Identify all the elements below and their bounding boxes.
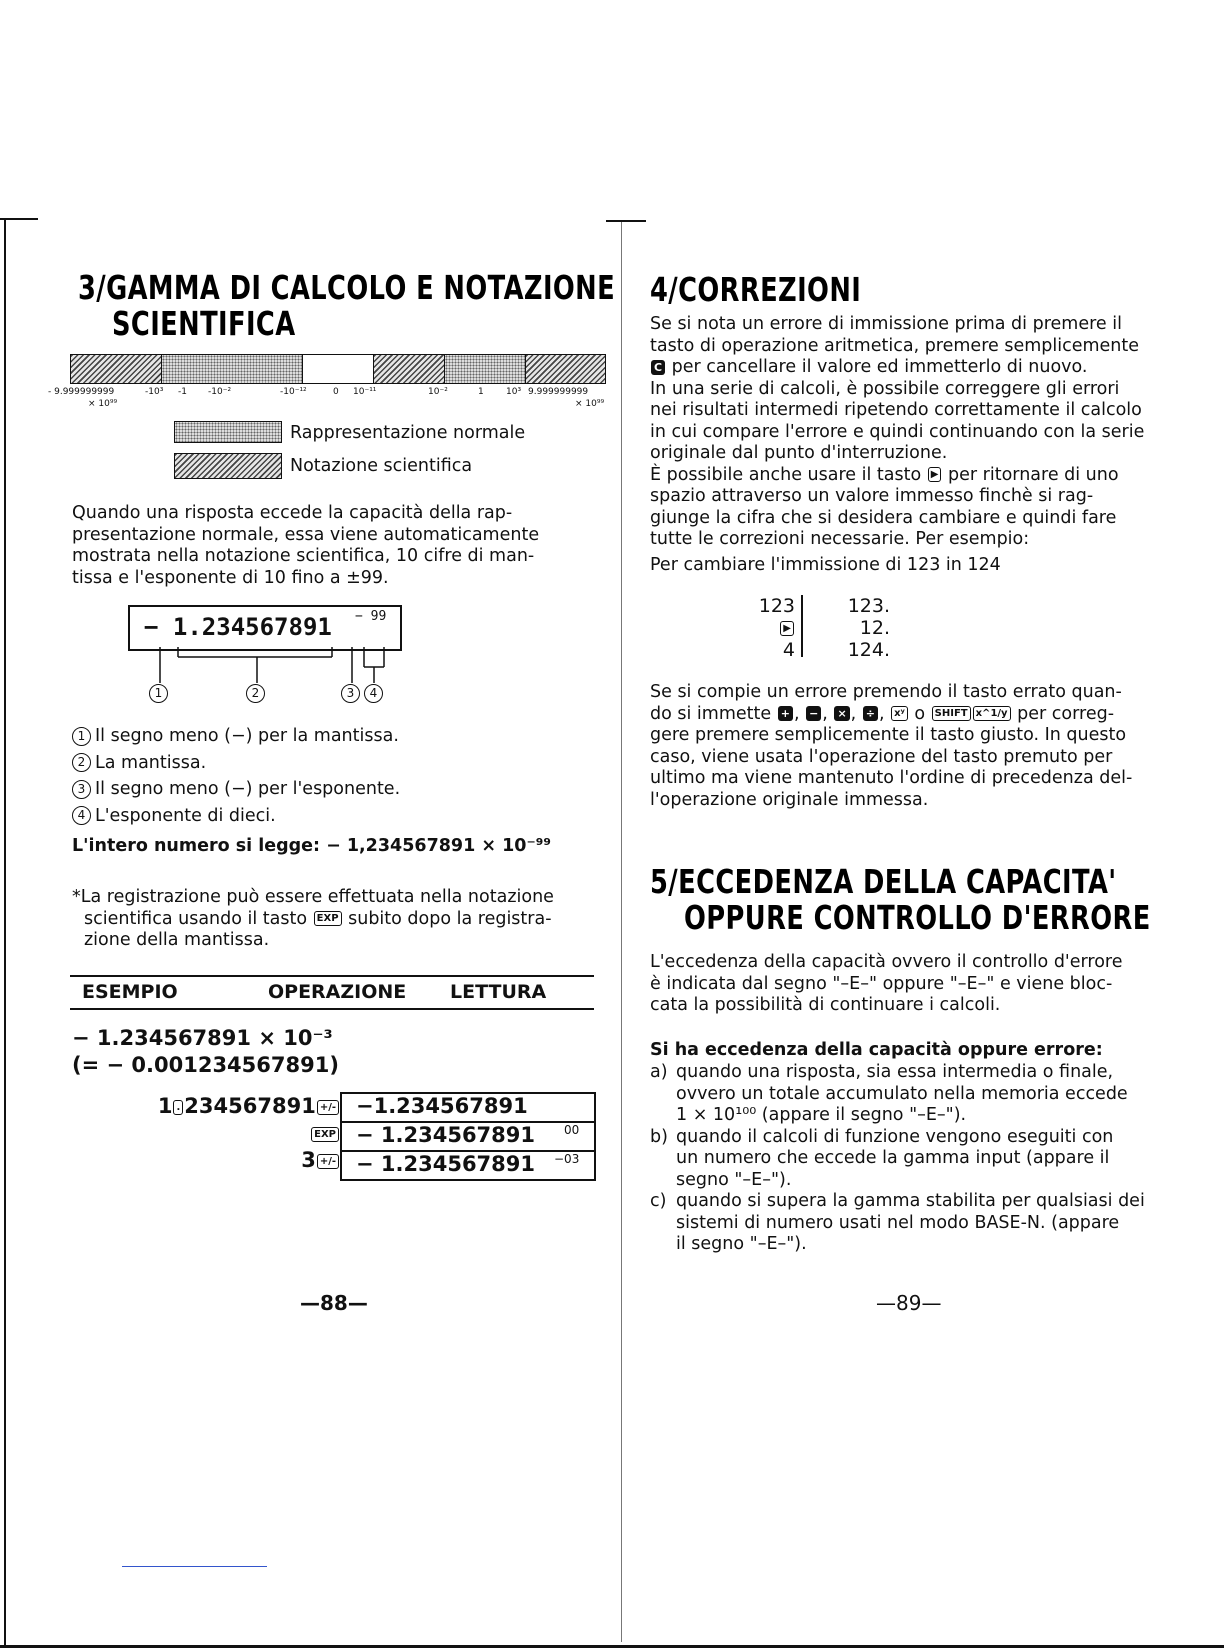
text-fragment: per cancellare il valore ed immetterlo di nuovo.: [671, 357, 1088, 377]
text-line: do si immette + , − , × , ÷ , xʸ o SHIFT x^1/y per correg-: [650, 703, 1115, 724]
text-line: tasto di operazione aritmetica, premere semplicemente: [650, 335, 1140, 356]
scale-label: 9.999999999: [528, 387, 589, 397]
text-line: mostrata nella notazione scientifica, 10 cifre di man-: [72, 546, 535, 566]
scale-sub-right: × 10⁹⁹: [575, 399, 605, 409]
text-line: nei risultati intermedi ripetendo correttamente il calcolo: [650, 400, 1142, 420]
list-item: [72, 726, 400, 748]
correction-read: 12.: [859, 617, 890, 639]
reading-value: − 1.234567891: [356, 1152, 536, 1176]
marker-3: 3: [341, 684, 360, 703]
reading-exponent: 00: [564, 1123, 580, 1137]
multiply-key-icon: ×: [834, 706, 849, 721]
display-exponent: − 99: [355, 609, 387, 624]
reading-column: [340, 1092, 596, 1181]
correction-op: 123: [758, 595, 795, 617]
correction-ops: [700, 595, 795, 661]
item-number: 1: [72, 727, 91, 746]
minus-key-icon: −: [806, 706, 821, 721]
divide-key-icon: ÷: [863, 706, 878, 721]
scale-label: 10⁻²: [428, 387, 448, 397]
text-line: gere premere semplicemente il tasto giusto. In questo: [650, 725, 1127, 745]
item-number: 4: [72, 806, 91, 825]
condition-item: [650, 1127, 1145, 1192]
condition-label: c): [650, 1191, 667, 1211]
list-item: [72, 753, 400, 775]
example-decimal: (= − 0.001234567891): [72, 1053, 339, 1077]
text-line: segno "–E–").: [676, 1169, 792, 1190]
crop-mark-left-vertical: [4, 218, 6, 1648]
shift-key-icon: SHIFT: [932, 706, 971, 721]
text-line: originale dal punto d'interruzione.: [650, 443, 948, 463]
legend-normal-swatch: [174, 421, 282, 443]
overflow-subheading: Si ha eccedenza della capacità oppure errore:: [650, 1040, 1103, 1060]
right-page-number: —89—: [876, 1291, 942, 1315]
text-line: [650, 357, 1144, 379]
correction-read: 123.: [847, 595, 890, 617]
text-line: [650, 465, 1144, 487]
power-key-icon: xʸ: [891, 706, 908, 721]
text-line: tissa e l'esponente di 10 fino a ±99.: [72, 567, 389, 588]
op-digit: 3: [301, 1148, 316, 1172]
crop-mark-center: [606, 220, 646, 222]
item-text: Il segno meno (−) per la mantissa.: [95, 726, 399, 746]
condition-label: b): [650, 1126, 668, 1147]
op-digit: 1: [157, 1094, 173, 1118]
decimal-point-key-icon: .: [173, 1100, 183, 1115]
text-line: Se si compie un errore premendo il tasto errato quan-: [650, 682, 1122, 702]
text-line: tutte le correzioni necessarie. Per esempio:: [650, 529, 1030, 549]
text-line: presentazione normale, essa viene automaticamente: [72, 524, 540, 545]
scale-label: -10⁻²: [208, 387, 232, 397]
footer-rule-blue: [122, 1566, 267, 1567]
plus-key-icon: +: [778, 706, 793, 721]
operation-row: [120, 1147, 340, 1174]
left-paragraph-1: [72, 503, 539, 589]
overflow-conditions: [650, 1062, 1145, 1256]
text-line: In una serie di calcoli, è possibile correggere gli errori: [650, 378, 1120, 399]
correction-op: 4: [782, 639, 795, 661]
center-fold-line: [621, 222, 622, 1642]
text-line: quando si supera la gamma stabilita per qualsiasi dei: [676, 1191, 1145, 1211]
left-note: [72, 887, 554, 952]
text-line: spazio attraverso un valore immesso finchè si rag-: [650, 486, 1094, 506]
text-line: è indicata dal segno "–E–" oppure "–E–" e viene bloc-: [650, 973, 1113, 994]
left-page-number: —88—: [300, 1291, 368, 1315]
text-line: Quando una risposta eccede la capacità della rap-: [72, 503, 513, 523]
reading-exponent: −03: [554, 1152, 580, 1166]
condition-item: [650, 1191, 1145, 1256]
correction-op: [700, 617, 795, 639]
list-item: [72, 779, 400, 801]
range-bar: [70, 354, 606, 384]
arrow-key-icon: ▶: [780, 621, 794, 636]
section-5-title: 5/ECCEDENZA DELLA CAPACITA': [650, 862, 1117, 901]
scale-label: -10³: [145, 387, 164, 397]
range-bar-sci-mid: [374, 355, 444, 383]
item-number: 3: [72, 780, 91, 799]
item-text: La mantissa.: [95, 752, 207, 773]
text-line: quando il calcoli di funzione vengono eseguiti con: [676, 1126, 1114, 1147]
operation-row: [120, 1120, 340, 1147]
marker-2: 2: [246, 684, 265, 703]
root-key-icon: x^1/y: [973, 706, 1011, 721]
text-line: ultimo ma viene mantenuto l'ordine di precedenza del-: [650, 768, 1133, 788]
reading-value: − 1.234567891: [356, 1123, 536, 1147]
scale-sub-left: × 10⁹⁹: [88, 399, 118, 409]
text-line: il segno "–E–").: [676, 1234, 807, 1254]
text-line: sistemi di numero usati nel modo BASE-N. (appare: [676, 1212, 1120, 1233]
section-3-title: 3/GAMMA DI CALCOLO E NOTAZIONE: [78, 268, 616, 307]
text-fragment: subito dopo la registra-: [348, 908, 552, 929]
right-paragraph-1: [650, 314, 1144, 551]
range-bar-gap: [302, 355, 374, 383]
example-expression: − 1.234567891 × 10⁻³: [72, 1026, 333, 1050]
table-header-example: ESEMPIO: [82, 981, 178, 1003]
clear-key-icon: C: [651, 360, 665, 375]
scale-label: 1: [478, 387, 484, 397]
marker-1: 1: [149, 684, 168, 703]
section-5-title-line2: OPPURE CONTROLLO D'ERRORE: [684, 898, 1151, 937]
scale-label: 0: [333, 387, 339, 397]
text-line: [72, 909, 554, 931]
table-header-operation: OPERAZIONE: [268, 981, 407, 1003]
list-item: [72, 806, 400, 828]
text-line: giunge la cifra che si desidera cambiare e quindi fare: [650, 507, 1117, 528]
reading-row: [342, 1094, 594, 1123]
text-line: 1 × 10¹⁰⁰ (appare il segno "–E–").: [676, 1105, 967, 1125]
op-digits: 234567891: [184, 1094, 316, 1118]
text-line: cata la possibilità di continuare i calcoli.: [650, 995, 1001, 1015]
section-4-title: 4/CORREZIONI: [650, 270, 862, 309]
range-bar-sci-left: [71, 355, 161, 383]
reading-row: [342, 1123, 594, 1152]
correction-read: 124.: [847, 639, 890, 661]
text-fragment: scientifica usando il tasto: [84, 908, 308, 929]
sign-change-key-icon: +/-: [317, 1154, 339, 1169]
correction-divider: [801, 595, 803, 657]
text-fragment: per ritornare di uno: [948, 464, 1119, 485]
condition-item: [650, 1062, 1145, 1127]
left-items: [72, 726, 400, 832]
legend-sci-swatch: [174, 453, 282, 479]
sign-change-key-icon: +/-: [317, 1100, 339, 1115]
correction-reads: [820, 595, 890, 661]
text-line: *La registrazione può essere effettuata nella notazione: [72, 887, 554, 907]
text-line: quando una risposta, sia essa intermedia o finale,: [676, 1062, 1114, 1082]
scale-label: - 9.999999999: [48, 387, 115, 397]
range-bar-sci-right: [525, 355, 605, 383]
text-line: Se si nota un errore di immissione prima di premere il: [650, 314, 1122, 334]
text-line: l'operazione originale immessa.: [650, 789, 929, 810]
text-line: ovvero un totale accumulato nella memoria eccede: [676, 1083, 1128, 1104]
scale-label: -1: [178, 387, 187, 397]
whole-number-line: L'intero numero si legge: − 1,234567891 × 10⁻⁹⁹: [72, 836, 552, 856]
range-bar-normal-right: [444, 355, 525, 383]
scale-label: 10⁻¹¹: [353, 387, 377, 397]
exp-key-icon: EXP: [311, 1127, 339, 1142]
table-header-reading: LETTURA: [450, 981, 547, 1003]
exp-key-icon: EXP: [314, 911, 342, 926]
right-paragraph-2: [650, 682, 1132, 811]
reading-row: [342, 1152, 594, 1179]
text-fragment: per correg-: [1017, 703, 1115, 724]
text-line: L'eccedenza della capacità ovvero il controllo d'errore: [650, 952, 1123, 972]
range-scale-labels: [48, 387, 613, 401]
operation-column: [120, 1093, 340, 1174]
condition-label: a): [650, 1062, 668, 1082]
text-line: caso, viene usata l'operazione del tasto premuto per: [650, 746, 1113, 767]
item-text: L'esponente di dieci.: [95, 805, 276, 826]
reading-value: −1.234567891: [356, 1094, 528, 1118]
text-fragment: È possibile anche usare il tasto: [650, 464, 922, 485]
legend-normal-label: Rappresentazione normale: [290, 423, 526, 443]
marker-4: 4: [364, 684, 383, 703]
scale-label: 10³: [506, 387, 522, 397]
scale-label: -10⁻¹²: [280, 387, 307, 397]
item-number: 2: [72, 753, 91, 772]
item-text: Il segno meno (−) per l'esponente.: [95, 779, 401, 799]
text-line: zione della mantissa.: [84, 930, 270, 950]
display-mantissa: − 1.234567891: [144, 613, 332, 641]
text-line: in cui compare l'errore e quindi continuando con la serie: [650, 421, 1145, 442]
table-rule-top: [70, 975, 594, 977]
text-fragment: o: [914, 703, 926, 724]
table-rule-header: [70, 1008, 594, 1010]
change-example-line: Per cambiare l'immissione di 123 in 124: [650, 555, 1001, 575]
right-paragraph-3: [650, 952, 1122, 1017]
arrow-key-icon: ▶: [928, 467, 942, 482]
section-3-title-line2: SCIENTIFICA: [112, 304, 296, 343]
operation-row: [120, 1093, 340, 1120]
legend-sci-label: Notazione scientifica: [290, 456, 473, 476]
text-line: un numero che eccede la gamma input (appare il: [676, 1148, 1110, 1168]
text-fragment: do si immette: [650, 703, 772, 724]
range-bar-normal-left: [161, 355, 302, 383]
